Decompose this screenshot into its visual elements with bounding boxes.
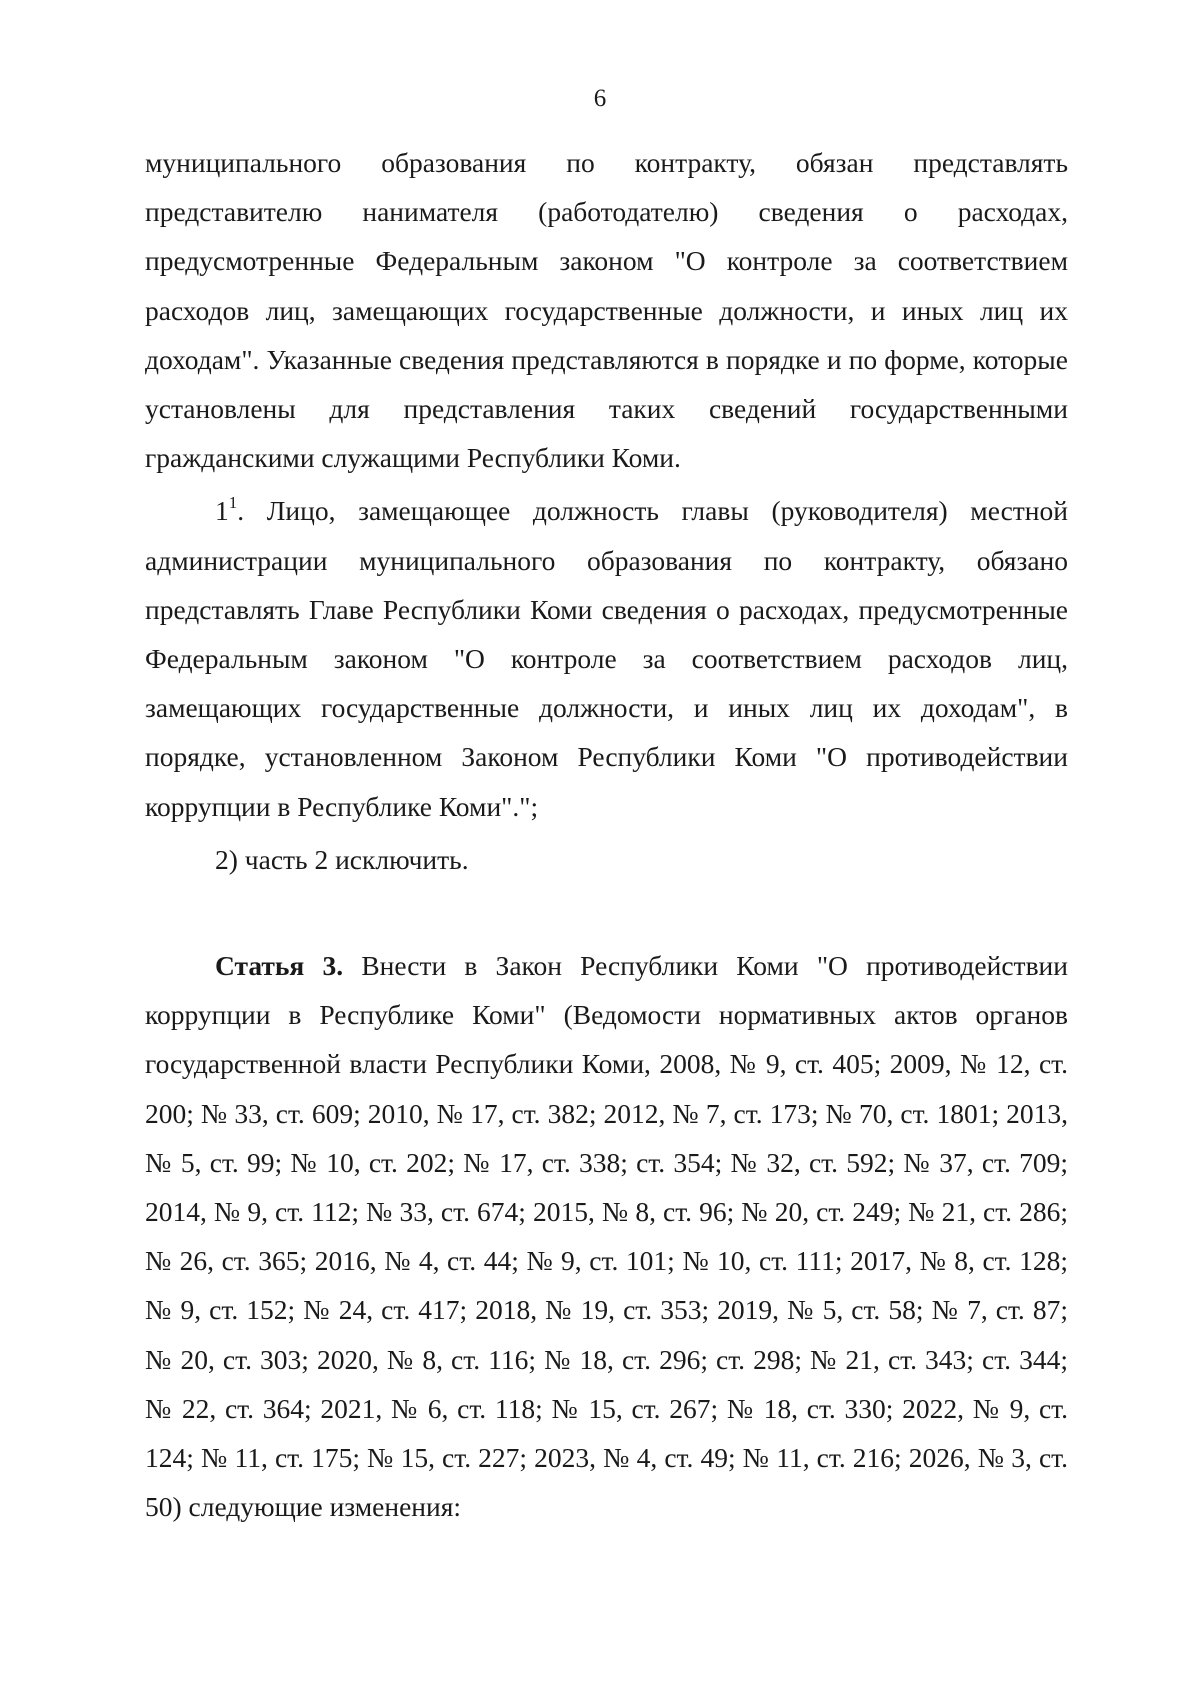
paragraph-continuation: [145, 138, 1068, 482]
article-heading: Статья 3.: [215, 950, 344, 982]
page-number: 6: [593, 85, 607, 112]
paragraph-text: муниципального образования по контракту, обязан представлять представителю нанимателя (работодателю) сведения о расходах, предусмотренные Федеральным законом "О контроле за соответствием расходов лиц, замещающих государственные должности, и иных лиц их доходам". Указанные сведения представляются в порядке и по форме, которые установлены для представления таких сведений государственными гражданскими служащими Республики Коми.: [145, 147, 1068, 474]
paragraph-superscript: 1: [228, 493, 238, 513]
paragraph-item-2: [145, 835, 1068, 884]
document-body: [145, 138, 1068, 1531]
article-3: [145, 941, 1068, 1531]
paragraph-number: 1: [215, 495, 229, 527]
paragraph-text: . Лицо, замещающее должность главы (руководителя) местной администрации муниципального образования по контракту, обязано представлять Главе Республики Коми сведения о расходах, предусмотренные Федеральным законом "О контроле за соответствием расходов лиц, замещающих государственные должности, и иных лиц их доходам", в порядке, установленном Законом Республики Коми "О противодействии коррупции в Республике Коми".";: [145, 495, 1068, 822]
paragraph-text: 2) часть 2 исключить.: [215, 843, 469, 875]
paragraph-1-1: [145, 486, 1068, 830]
article-text: Внести в Закон Республики Коми "О противодействии коррупции в Республике Коми" (Ведомости нормативных актов органов государственной власти Республики Коми, 2008, № 9, ст. 405; 2009, № 12, ст. 200; № 33, ст. 609; 2010, № 17, ст. 382; 2012, № 7, ст. 173; № 70, ст. 1801; 2013, № 5, ст. 99; № 10, ст. 202; № 17, ст. 338; ст. 354; № 32, ст. 592; № 37, ст. 709; 2014, № 9, ст. 112; № 33, ст. 674; 2015, № 8, ст. 96; № 20, ст. 249; № 21, ст. 286; № 26, ст. 365; 2016, № 4, ст. 44; № 9, ст. 101; № 10, ст. 111; 2017, № 8, ст. 128; № 9, ст. 152; № 24, ст. 417; 2018, № 19, ст. 353; 2019, № 5, ст. 58; № 7, ст. 87; № 20, ст. 303; 2020, № 8, ст. 116; № 18, ст. 296; ст. 298; № 21, ст. 343; ст. 344; № 22, ст. 364; 2021, № 6, ст. 118; № 15, ст. 267; № 18, ст. 330; 2022, № 9, ст. 124; № 11, ст. 175; № 15, ст. 227; 2023, № 4, ст. 49; № 11, ст. 216; 2026, № 3, ст. 50) следующие изменения:: [145, 950, 1068, 1523]
